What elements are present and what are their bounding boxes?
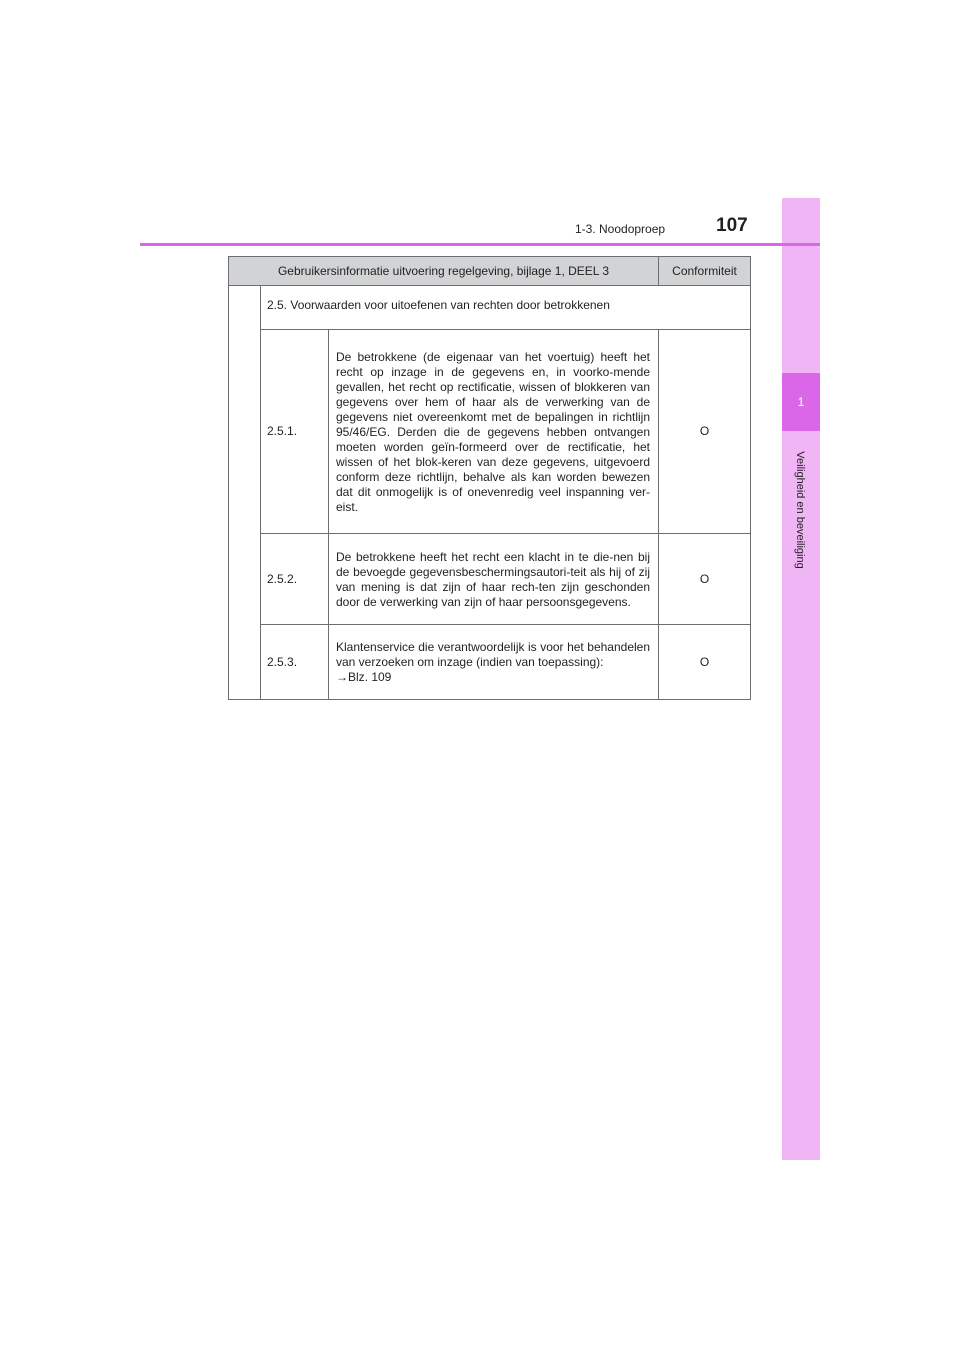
table-header-row: [229, 257, 751, 286]
chapter-title: Veiligheid en beveiliging: [794, 451, 806, 569]
table-subheading: 2.5. Voorwaarden voor uitoefenen van rechten door betrokkenen: [261, 286, 751, 330]
row-number: 2.5.2.: [261, 534, 329, 625]
header-rule: [140, 243, 820, 246]
table-row: [229, 330, 751, 534]
regulation-table: [228, 256, 751, 700]
table-header-conformity: Conformiteit: [659, 257, 751, 286]
chapter-side-tab: [782, 198, 820, 1160]
table-row: [229, 625, 751, 700]
chapter-number-tab: [782, 373, 820, 431]
table-row: [229, 534, 751, 625]
row-conformity: O: [659, 330, 751, 534]
section-title: 1-3. Noodoproep: [575, 222, 666, 236]
table-indent-cell: [229, 286, 261, 700]
row-description-text: Klantenservice die verantwoordelijk is voor het behandelen van verzoeken om inzage (indien van toepassing):: [336, 640, 651, 669]
table-header-info: Gebruikersinformatie uitvoering regelgeving, bijlage 1, DEEL 3: [229, 257, 659, 286]
row-number: 2.5.3.: [261, 625, 329, 700]
row-description: De betrokkene (de eigenaar van het voertuig) heeft het recht op inzage in de gegevens en, in voorko-mende gevallen, het recht op rectificatie, wissen of blokkeren van gegevens over hem of haar als de verwerking van de gegevens niet overeenkomt met de bepalingen in richtlijn 95/46/EG. Derden die de gegevens hebben ontvangen moeten worden geïn-formeerd over de rectificatie, het wissen of het blok-keren van deze gegevens, uitgevoerd conform deze richtlijn, behalve als kan worden bewezen dat dit onmogelijk is of onevenredig veel inspanning ver-eist.: [329, 330, 659, 534]
row-conformity: O: [659, 625, 751, 700]
row-number: 2.5.1.: [261, 330, 329, 534]
row-description: [329, 625, 659, 700]
table-subheading-row: [229, 286, 751, 330]
row-conformity: O: [659, 534, 751, 625]
page-reference-link[interactable]: →Blz. 109: [336, 670, 392, 684]
row-description: De betrokkene heeft het recht een klacht in te die-nen bij de bevoegde gegevensbeschermingsautori-teit als hij of zij van mening is dat zijn of haar rech-ten zijn geschonden door de verwerking van zijn of haar persoonsgegevens.: [329, 534, 659, 625]
chapter-number: 1: [797, 395, 805, 409]
page-number: 107: [716, 215, 748, 236]
